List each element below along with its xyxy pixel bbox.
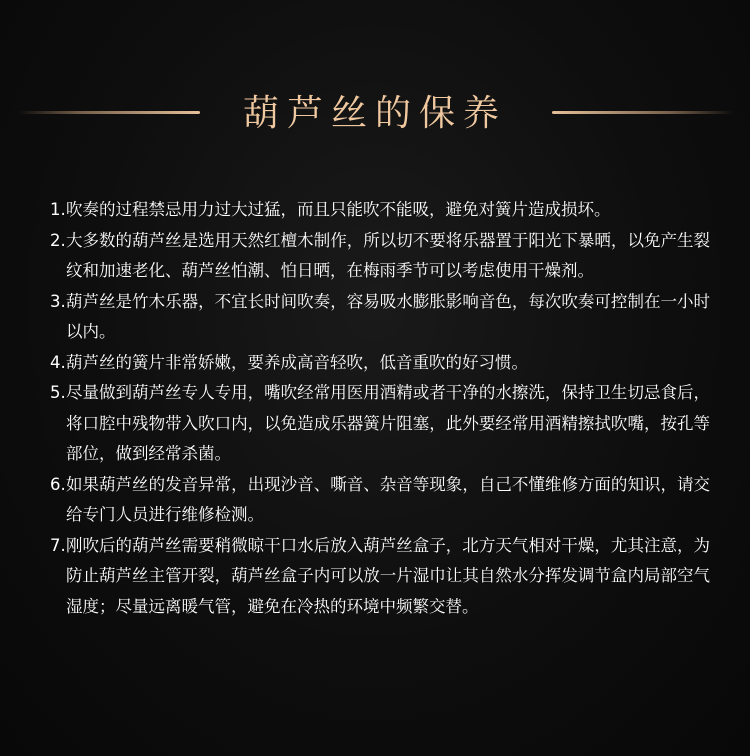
title-decor-line-right [552,111,734,114]
list-item [50,531,710,623]
care-instructions-list [50,195,710,622]
item-number: 5. [50,383,66,402]
list-item [50,226,710,287]
list-item [50,378,710,470]
list-item [50,348,710,379]
page-title: 葫芦丝的保养 [242,93,507,134]
item-text: 吹奏的过程禁忌用力过大过猛，而且只能吹不能吸，避免对簧片造成损坏。 [66,200,611,219]
list-item [50,195,710,226]
title-decor-line-left [18,111,200,114]
item-number: 2. [50,230,66,250]
list-item [50,470,710,531]
list-item [50,287,710,348]
item-text: 刚吹后的葫芦丝需要稍微晾干口水后放入葫芦丝盒子，北方天气相对干燥，尤其注意，为防止葫芦丝主管开裂，葫芦丝盒子内可以放一片湿巾让其自然水分挥发调节盒内局部空气湿度；尽量远离暖气管，避免在冷热的环境中频繁交替。 [66,535,710,616]
title-row [0,84,750,144]
item-number: 1. [50,200,66,219]
item-text: 葫芦丝的簧片非常娇嫩，要养成高音轻吹，低音重吹的好习惯。 [66,352,528,372]
item-number: 3. [50,291,66,311]
item-number: 6. [50,474,66,494]
item-text: 葫芦丝是竹木乐器，不宜长时间吹奏，容易吸水膨胀影响音色，每次吹奏可控制在一小时以内。 [66,291,710,341]
item-text: 大多数的葫芦丝是选用天然红檀木制作，所以切不要将乐器置于阳光下暴晒，以免产生裂纹和加速老化、葫芦丝怕潮、怕日晒，在梅雨季节可以考虑使用干燥剂。 [66,230,710,280]
item-text: 尽量做到葫芦丝专人专用，嘴吹经常用医用酒精或者干净的水擦洗，保持卫生切忌食后，将口腔中残物带入吹口内，以免造成乐器簧片阻塞，此外要经常用酒精擦拭吹嘴，按孔等部位，做到经常杀菌。 [66,383,710,463]
item-number: 7. [50,535,66,555]
item-number: 4. [50,352,66,372]
item-text: 如果葫芦丝的发音异常，出现沙音、嘶音、杂音等现象，自己不懂维修方面的知识，请交给专门人员进行维修检测。 [66,474,710,524]
